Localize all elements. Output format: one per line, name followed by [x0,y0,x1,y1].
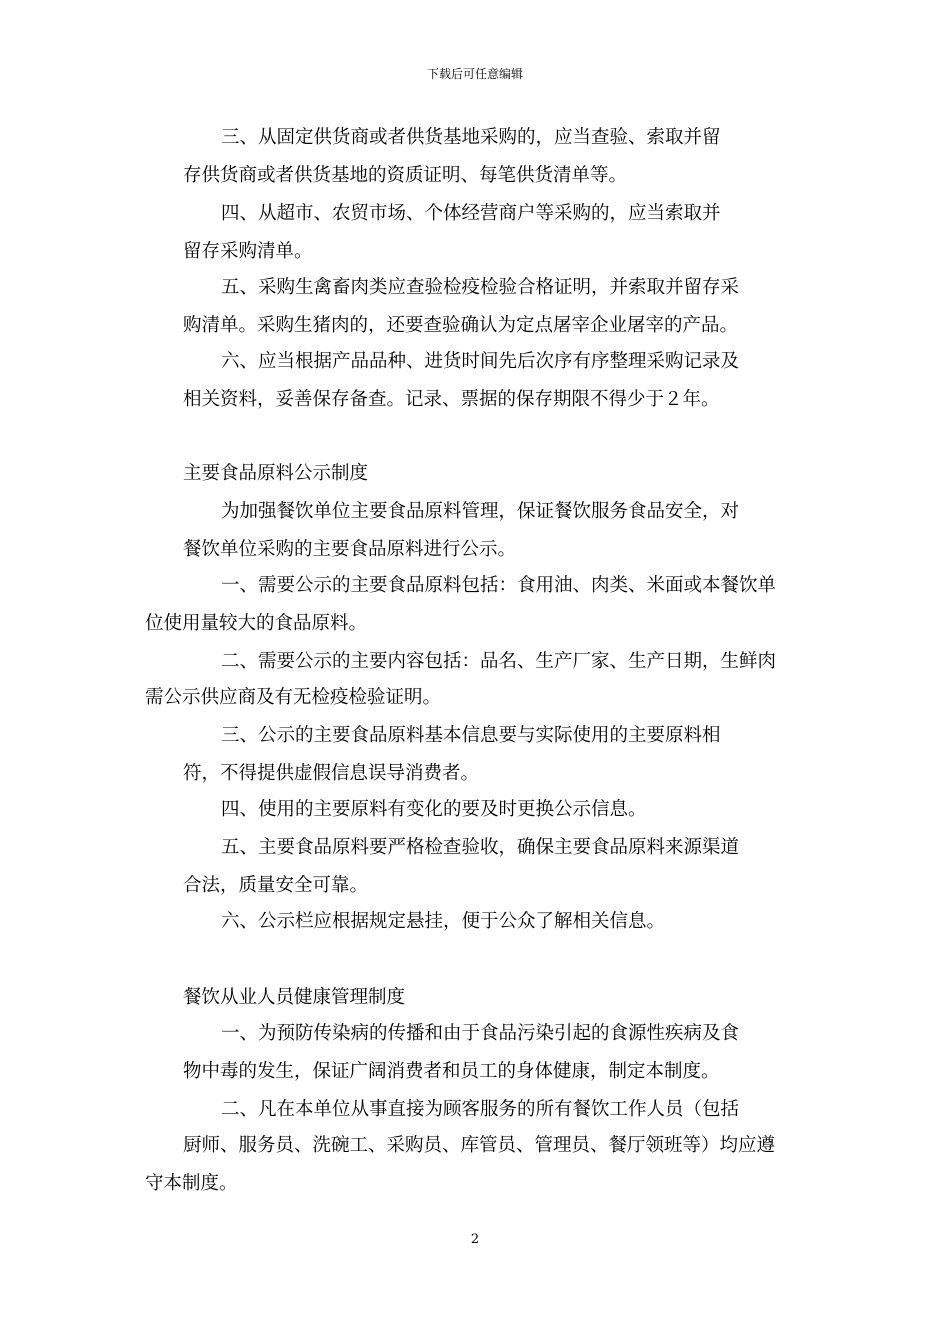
page-number: 2 [470,1232,480,1247]
paragraph-line: 五、采购生禽畜肉类应查验检疫检验合格证明，并索取并留存采 [221,277,740,298]
paragraph-line: 四、从超市、农贸市场、个体经营商户等采购的，应当索取并 [221,203,721,224]
section-title: 主要食品原料公示制度 [183,463,369,484]
paragraph-line: 二、凡在本单位从事直接为顾客服务的所有餐饮工作人员（包括 [221,1099,740,1120]
paragraph-line: 需公示供应商及有无检疫检验证明。 [145,687,442,708]
paragraph-line: 五、主要食品原料要严格检查验收，确保主要食品原料来源渠道 [221,837,740,858]
paragraph-line: 三、从固定供货商或者供货基地采购的，应当查验、索取并留 [221,127,721,148]
paragraph-line: 为加强餐饮单位主要食品原料管理，保证餐饮服务食品安全，对 [221,501,740,522]
paragraph-line: 购清单。采购生猪肉的，还要查验确认为定点屠宰企业屠宰的产品。 [183,315,739,336]
page-header: 下载后可任意编辑 [426,67,523,81]
paragraph-line: 六、公示栏应根据规定悬挂，便于公众了解相关信息。 [221,911,666,932]
paragraph-line: 符，不得提供虚假信息误导消费者。 [183,763,480,784]
paragraph-line: 相关资料，妥善保存备查。记录、票据的保存期限不得少于２年。 [183,389,720,410]
paragraph-line: 餐饮单位采购的主要食品原料进行公示。 [183,539,517,560]
paragraph-line: 六、应当根据产品品种、进货时间先后次序有序整理采购记录及 [221,351,740,372]
paragraph-line: 守本制度。 [145,1173,238,1194]
paragraph-line: 位使用量较大的食品原料。 [145,613,368,634]
paragraph-line: 物中毒的发生，保证广阔消费者和员工的身体健康，制定本制度。 [183,1061,720,1082]
section-title: 餐饮从业人员健康管理制度 [183,987,406,1008]
paragraph-line: 一、需要公示的主要食品原料包括：食用油、肉类、米面或本餐饮单 [221,575,777,596]
paragraph-line: 合法，质量安全可靠。 [183,875,369,896]
paragraph-line: 厨师、服务员、洗碗工、采购员、库管员、管理员、餐厅领班等）均应遵 [183,1135,776,1156]
paragraph-line: 一、为预防传染病的传播和由于食品污染引起的食源性疾病及食 [221,1023,740,1044]
paragraph-line: 存供货商或者供货基地的资质证明、每笔供货清单等。 [183,165,628,186]
paragraph-line: 四、使用的主要原料有变化的要及时更换公示信息。 [221,799,647,820]
paragraph-line: 二、需要公示的主要内容包括：品名、生产厂家、生产日期，生鲜肉 [221,651,777,672]
paragraph-line: 留存采购清单。 [183,241,313,262]
paragraph-line: 三、公示的主要食品原料基本信息要与实际使用的主要原料相 [221,725,721,746]
